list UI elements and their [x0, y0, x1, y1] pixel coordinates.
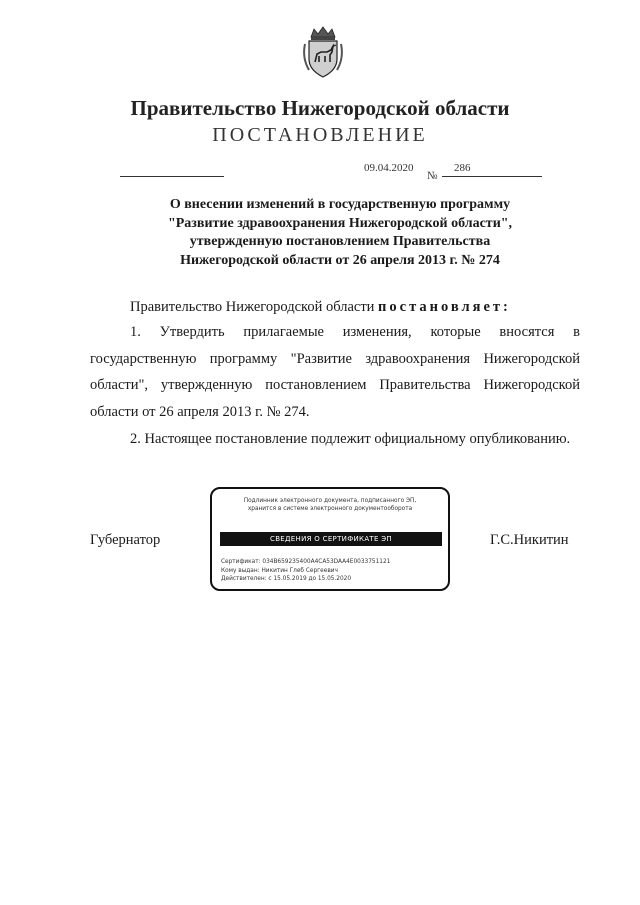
document-date: 09.04.2020	[364, 162, 414, 174]
blank-field-line	[120, 176, 224, 177]
e-signature-certificate-stamp	[210, 487, 450, 591]
intro-text: Правительство Нижегородской области	[130, 299, 379, 315]
intro-paragraph	[130, 294, 580, 321]
document-number: 286	[454, 162, 471, 174]
organization-title: Правительство Нижегородской области	[130, 96, 510, 120]
subject-line: утвержденную постановлением Правительства	[189, 234, 491, 249]
certificate-header: СВЕДЕНИЯ О СЕРТИФИКАТЕ ЭП	[220, 532, 442, 546]
certificate-details	[221, 558, 445, 584]
subject-line: Нижегородской области от 26 апреля 2013 г. № 274	[180, 252, 500, 268]
paragraph-item-2: 2. Настоящее постановление подлежит официальному опубликованию.	[130, 431, 571, 447]
number-field-line	[442, 176, 542, 177]
coat-of-arms-icon	[300, 26, 346, 80]
number-sign: №	[427, 170, 438, 182]
paragraph-item-1: 1. Утвердить прилагаемые изменения, которые вносятся в государственную программу "Развитие здравоохранения Нижегородской области", утвержденную постановлением Правительства Нижегородской области от 26 апреля 2013 г. № 274.	[90, 324, 580, 420]
signer-title: Губернатор	[90, 532, 161, 548]
document-type: ПОСТАНОВЛЕНИЕ	[212, 124, 428, 146]
certificate-serial: Сертификат: 034B659235400A4CA53DAA4E0033751121	[221, 559, 391, 565]
signer-name: Г.С.Никитин	[490, 532, 569, 548]
certificate-note-line: Подлинник электронного документа, подписанного ЭП,	[243, 498, 417, 504]
intro-emphasis: постановляет:	[378, 299, 511, 315]
certificate-note	[220, 497, 440, 513]
certificate-owner: Кому выдан: Никитин Глеб Сергеевич	[221, 567, 338, 574]
document-subject	[120, 196, 560, 270]
certificate-validity: Действителен: с 15.05.2019 до 15.05.2020	[221, 576, 352, 582]
subject-line: "Развитие здравоохранения Нижегородской области",	[167, 215, 513, 231]
certificate-note-line: хранится в системе электронного документооборота	[247, 506, 413, 512]
subject-line: О внесении изменений в государственную программу	[169, 197, 511, 212]
